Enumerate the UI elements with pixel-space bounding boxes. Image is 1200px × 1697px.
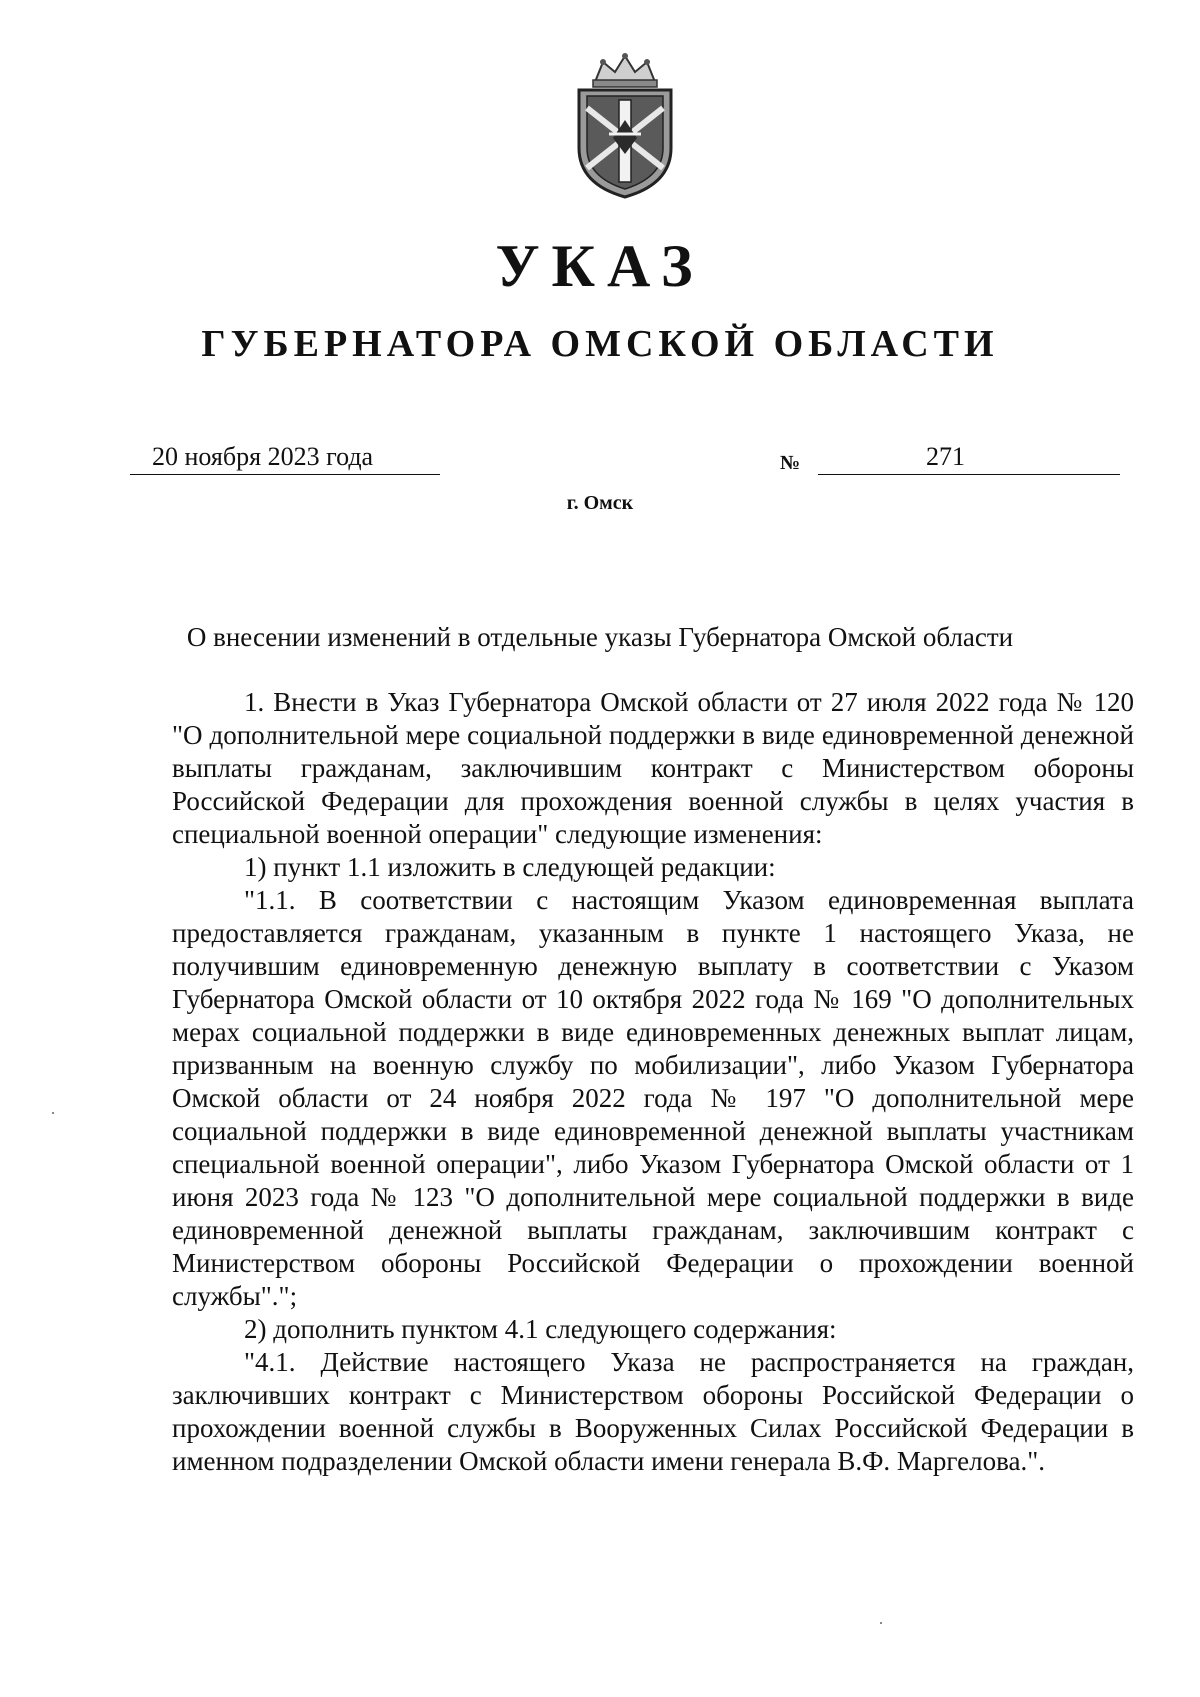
coat-of-arms-icon bbox=[565, 50, 685, 200]
document-body bbox=[172, 686, 1134, 1478]
paragraph: "4.1. Действие настоящего Указа не распространяется на граждан, заключивших контракт с Министерством обороны Российской Федерации о прохождении военной службы в Вооруженных Силах Российской Федерации в именном подразделении Омской области имени генерала В.Ф. Маргелова.". bbox=[172, 1347, 1134, 1476]
document-heading: О внесении изменений в отдельные указы Губернатора Омской области bbox=[186, 622, 1014, 652]
paragraph: "1.1. В соответствии с настоящим Указом единовременная выплата предоставляется гражданам, указанным в пункте 1 настоящего Указа, не получившим единовременную денежную выплату в соответствии с Указом Губернатора Омской области от 10 октября 2022 года № 169 "О дополнительных мерах социальной поддержки в виде единовременных денежных выплат лицам, призванным на военную службу по мобилизации", либо Указом Губернатора Омской области от 24 ноября 2022 года № 197 "О дополнительной мере социальной поддержки в виде единовременной денежной выплаты участникам специальной военной операции", либо Указом Губернатора Омской области от 1 июня 2023 года № 123 "О дополнительной мере социальной поддержки в виде единовременной денежной выплаты гражданам, заключившим контракт с Министерством обороны Российской Федерации о прохождении военной службы"."; bbox=[172, 885, 1134, 1311]
date-field bbox=[130, 442, 440, 475]
document-subtitle: ГУБЕРНАТОРА ОМСКОЙ ОБЛАСТИ bbox=[201, 323, 999, 365]
document-number: 271 bbox=[926, 442, 965, 471]
paragraph: 2) дополнить пунктом 4.1 следующего содержания: bbox=[244, 1314, 837, 1344]
paragraph: 1) пункт 1.1 изложить в следующей редакции: bbox=[244, 852, 776, 882]
number-sign: № bbox=[780, 452, 801, 474]
document-date: 20 ноября 2023 года bbox=[152, 442, 374, 471]
document-title: УКАЗ bbox=[495, 233, 705, 299]
document-city: г. Омск bbox=[566, 492, 634, 514]
scan-speck bbox=[880, 1622, 882, 1624]
paragraph: 1. Внести в Указ Губернатора Омской области от 27 июля 2022 года № 120 "О дополнительной мере социальной поддержки в виде единовременной денежной выплаты гражданам, заключившим контракт с Министерством обороны Российской Федерации для прохождения военной службы в целях участия в специальной военной операции" следующие изменения: bbox=[172, 687, 1134, 849]
number-field bbox=[818, 442, 1120, 475]
scan-speck bbox=[52, 1112, 54, 1114]
